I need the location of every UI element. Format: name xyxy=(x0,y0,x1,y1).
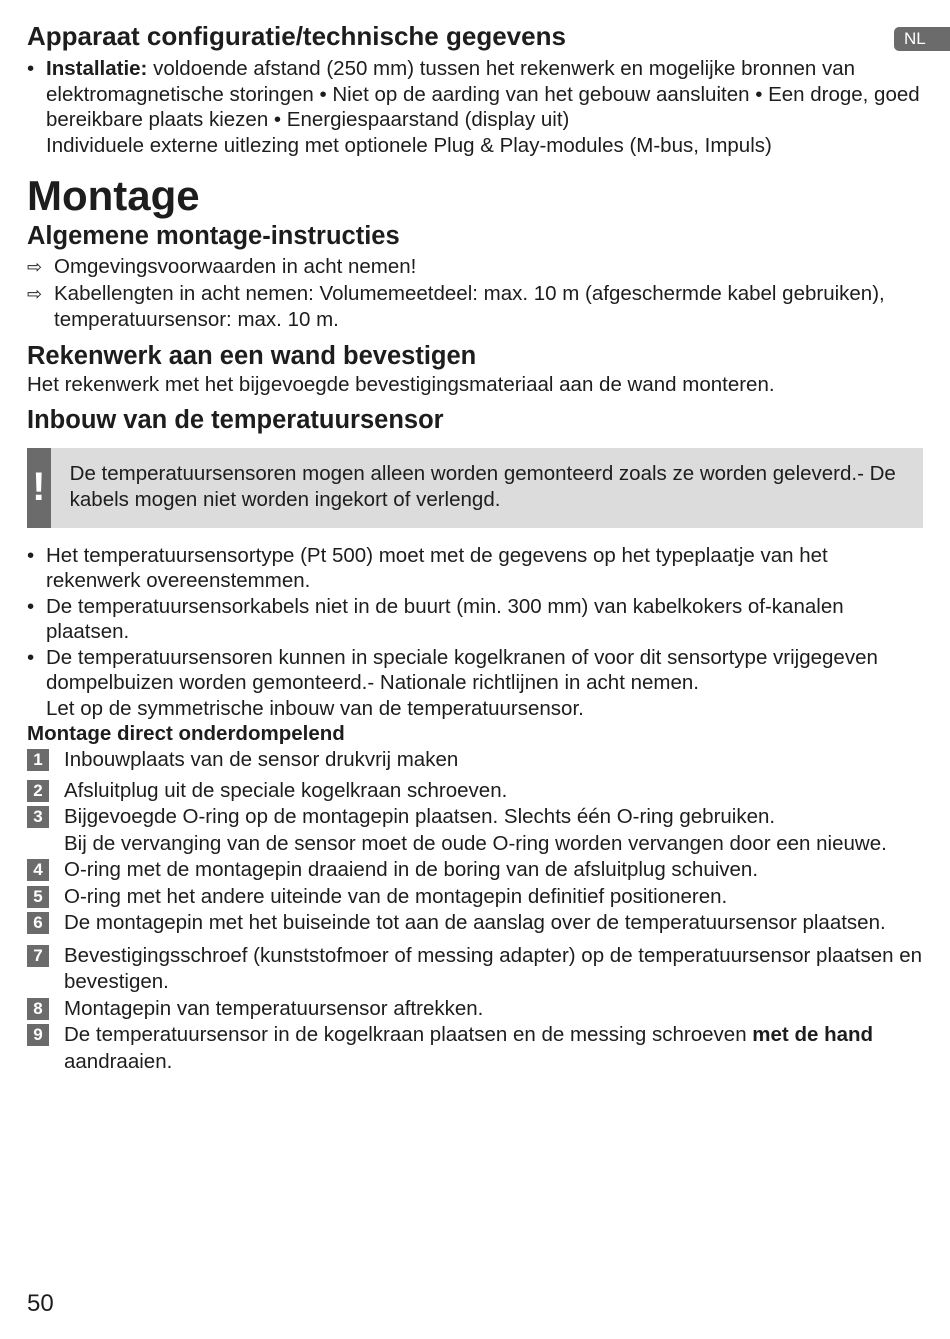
sensor-bullets xyxy=(27,543,923,722)
step-number: 4 xyxy=(27,859,49,881)
list-item xyxy=(27,594,923,645)
step-text: O-ring met het andere uiteinde van de montagepin definitief positioneren. xyxy=(64,884,728,908)
bullet-marker: • xyxy=(27,543,35,567)
list-item xyxy=(27,281,923,334)
step-number: 5 xyxy=(27,886,49,908)
list-item-text: Het temperatuursensortype (Pt 500) moet met de gegevens op het typeplaatje van het rekenwerk overeenstemmen. xyxy=(46,543,828,592)
list-item-text: Let op de symmetrische inbouw van de temperatuursensor. xyxy=(46,696,584,720)
step-text: Montagepin van temperatuursensor aftrekken. xyxy=(64,996,484,1020)
page-content xyxy=(27,20,923,1075)
list-item-text: Omgevingsvoorwaarden in acht nemen! xyxy=(54,255,417,278)
step-item xyxy=(27,804,923,857)
step-item xyxy=(27,884,923,911)
step-item xyxy=(27,747,923,774)
step-number: 9 xyxy=(27,1024,49,1046)
step-text: Bij de vervanging van de sensor moet de oude O-ring worden vervangen door een nieuwe. xyxy=(64,831,887,855)
step-number: 1 xyxy=(27,749,49,771)
steps-list xyxy=(27,747,923,1075)
general-list xyxy=(27,254,923,334)
step-item xyxy=(27,943,923,996)
config-text: voldoende afstand (250 mm) tussen het rekenwerk en mogelijke bronnen van elektromagnetische storingen • Niet op de aarding van het gebouw aansluiten • Een droge, goed bereikbare plaats kiezen • Energiespaarstand (display uit) xyxy=(46,57,920,131)
installation-label: Installatie: xyxy=(46,57,148,80)
step-text: Bevestigingsschroef (kunststofmoer of messing adapter) op de temperatuursensor plaatsen en bevestigen. xyxy=(64,943,923,993)
arrow-right-icon: ⇨ xyxy=(27,283,43,304)
step-text: De temperatuursensor in de kogelkraan plaatsen en de messing schroeven xyxy=(64,1023,753,1046)
sensor-heading: Inbouw van de temperatuursensor xyxy=(27,405,444,434)
list-item xyxy=(27,254,923,281)
wall-text: Het rekenwerk met het bijgevoegde bevestigingsmateriaal aan de wand monteren. xyxy=(27,372,775,396)
step-text: De montagepin met het buiseinde tot aan de aanslag over de temperatuursensor plaatsen. xyxy=(64,911,886,934)
bullet-marker: • xyxy=(27,57,35,80)
step-text: Inbouwplaats van de sensor drukvrij maken xyxy=(64,748,459,771)
list-item-text: De temperatuursensorkabels niet in de buurt (min. 300 mm) van kabelkokers of-kanalen plaatsen. xyxy=(46,594,844,643)
step-text: O-ring met de montagepin draaiend in de boring van de afsluitplug schuiven. xyxy=(64,858,759,881)
bullet-marker: • xyxy=(27,594,35,618)
page-title: Montage xyxy=(27,172,200,219)
step-text: Bijgevoegde O-ring op de montagepin plaatsen. Slechts één O-ring gebruiken. xyxy=(64,805,776,828)
arrow-right-icon: ⇨ xyxy=(27,257,43,277)
config-heading: Apparaat configuratie/technische gegevens xyxy=(27,21,566,51)
step-number: 7 xyxy=(27,945,49,967)
step-number: 6 xyxy=(27,912,49,934)
step-number: 8 xyxy=(27,998,49,1020)
step-number: 3 xyxy=(27,806,49,828)
exclamation-icon: ! xyxy=(27,448,51,528)
page-number: 50 xyxy=(27,1290,54,1317)
step-item xyxy=(27,910,923,937)
step-item xyxy=(27,1022,923,1075)
direct-heading: Montage direct onderdompelend xyxy=(27,722,345,745)
general-heading: Algemene montage-instructies xyxy=(27,222,400,250)
step-bold-text: met de hand xyxy=(752,1023,874,1046)
bullet-marker: • xyxy=(27,645,35,669)
wall-heading: Rekenwerk aan een wand bevestigen xyxy=(27,341,477,370)
step-item xyxy=(27,857,923,884)
warning-box xyxy=(27,448,923,528)
step-text: Afsluitplug uit de speciale kogelkraan schroeven. xyxy=(64,778,508,802)
list-item xyxy=(27,543,923,594)
list-item-text: De temperatuursensoren kunnen in speciale kogelkranen of voor dit sensortype vrijgegeven dompelbuizen worden gemonteerd.- Nationale richtlijnen in acht nemen. xyxy=(46,645,878,694)
step-item xyxy=(27,778,923,805)
step-item xyxy=(27,996,923,1023)
step-number: 2 xyxy=(27,780,49,802)
config-paragraph xyxy=(27,56,923,158)
list-item-text: Kabellengten in acht nemen: Volumemeetdeel: max. 10 m (afgeschermde kabel gebruiken), temperatuursensor: max. 10 m. xyxy=(54,281,885,331)
language-badge: NL xyxy=(894,27,950,51)
step-text: aandraaien. xyxy=(64,1049,173,1073)
list-item xyxy=(27,645,923,722)
warning-text: De temperatuursensoren mogen alleen worden gemonteerd zoals ze worden geleverd.- De kabels mogen niet worden ingekort of verlengd. xyxy=(69,461,896,511)
config-text-2: Individuele externe uitlezing met optionele Plug & Play-modules (M-bus, Impuls) xyxy=(46,133,772,157)
